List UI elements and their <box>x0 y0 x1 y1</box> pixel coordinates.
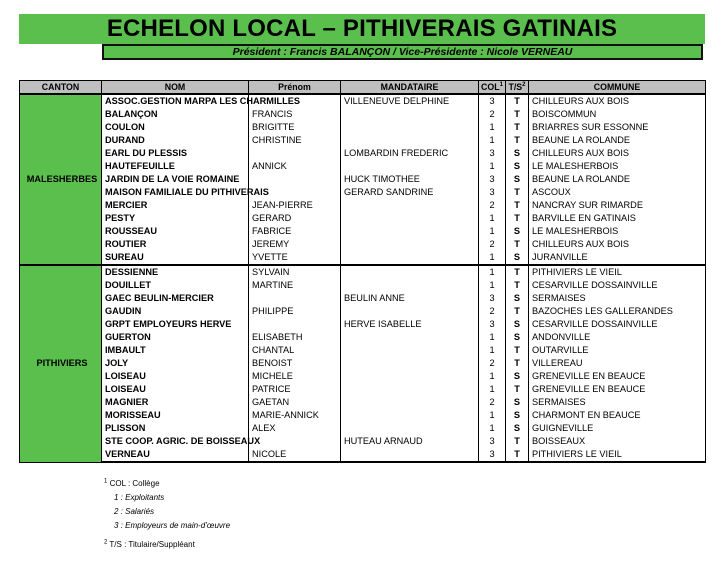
cell-mandataire: HERVE ISABELLE <box>341 318 479 331</box>
cell-nom: GRPT EMPLOYEURS HERVE <box>102 318 249 331</box>
cell-commune: CHILLEURS AUX BOIS <box>529 94 706 108</box>
cell-prenom <box>249 147 341 160</box>
cell-commune: JURANVILLE <box>529 251 706 265</box>
cell-prenom: ALEX <box>249 422 341 435</box>
cell-col: 1 <box>479 251 506 265</box>
cell-col: 2 <box>479 199 506 212</box>
table-row <box>20 108 706 121</box>
table-row <box>20 357 706 370</box>
cell-prenom: FRANCIS <box>249 108 341 121</box>
cell-nom: LOISEAU <box>102 383 249 396</box>
cell-prenom: MARIE-ANNICK <box>249 409 341 422</box>
cell-ts: T <box>506 186 529 199</box>
cell-ts: T <box>506 212 529 225</box>
cell-nom: IMBAULT <box>102 344 249 357</box>
table-row <box>20 383 706 396</box>
cell-prenom: FABRICE <box>249 225 341 238</box>
cell-nom: DURAND <box>102 134 249 147</box>
page-title: ECHELON LOCAL – PITHIVERAIS GATINAIS <box>106 15 618 42</box>
footnote-col <box>104 477 230 491</box>
cell-prenom: GERARD <box>249 212 341 225</box>
cell-nom: LOISEAU <box>102 370 249 383</box>
cell-prenom: BENOIST <box>249 357 341 370</box>
table-row <box>20 212 706 225</box>
cell-ts: S <box>506 370 529 383</box>
header-prenom: Prénom <box>249 81 341 95</box>
table-row <box>20 173 706 186</box>
cell-col: 1 <box>479 383 506 396</box>
cell-nom: ASSOC.GESTION MARPA LES CHARMILLES <box>102 94 249 108</box>
cell-mandataire: GERARD SANDRINE <box>341 186 479 199</box>
cell-commune: LE MALESHERBOIS <box>529 225 706 238</box>
cell-nom: MERCIER <box>102 199 249 212</box>
cell-nom: COULON <box>102 121 249 134</box>
footnote-col-item: 1 : Exploitants <box>114 493 165 502</box>
cell-col: 1 <box>479 409 506 422</box>
cell-prenom: JEAN-PIERRE <box>249 199 341 212</box>
footnote-col-item: 3 : Employeurs de main-d’œuvre <box>114 521 231 530</box>
cell-ts: T <box>506 108 529 121</box>
header-commune: COMMUNE <box>529 81 706 95</box>
cell-commune: CHILLEURS AUX BOIS <box>529 238 706 251</box>
cell-prenom <box>249 173 341 186</box>
footnote-col-sup: 1 <box>104 478 108 485</box>
cell-prenom <box>249 292 341 305</box>
cell-commune: ANDONVILLE <box>529 331 706 344</box>
table-row <box>20 435 706 448</box>
cell-nom: DOUILLET <box>102 279 249 292</box>
cell-col: 3 <box>479 94 506 108</box>
cell-commune: BAZOCHES LES GALLERANDES <box>529 305 706 318</box>
footnote-col-item: 2 : Salariés <box>114 507 155 516</box>
cell-ts: S <box>506 409 529 422</box>
cell-mandataire <box>341 238 479 251</box>
cell-ts: S <box>506 331 529 344</box>
cell-nom: PLISSON <box>102 422 249 435</box>
canton-cell: PITHIVIERS <box>20 265 102 462</box>
cell-col: 1 <box>479 331 506 344</box>
cell-ts: S <box>506 292 529 305</box>
cell-ts: T <box>506 383 529 396</box>
table-row <box>20 318 706 331</box>
cell-prenom: MARTINE <box>249 279 341 292</box>
cell-mandataire <box>341 212 479 225</box>
header-col-sup: 1 <box>499 81 503 88</box>
cell-ts: S <box>506 251 529 265</box>
table-row <box>20 225 706 238</box>
header-col <box>479 81 506 95</box>
cell-ts: T <box>506 94 529 108</box>
cell-mandataire <box>341 370 479 383</box>
cell-commune: LE MALESHERBOIS <box>529 160 706 173</box>
cell-mandataire: BEULIN ANNE <box>341 292 479 305</box>
cell-mandataire <box>341 409 479 422</box>
cell-ts: T <box>506 435 529 448</box>
cell-ts: T <box>506 121 529 134</box>
cell-prenom: PATRICE <box>249 383 341 396</box>
cell-col: 3 <box>479 147 506 160</box>
header-canton: CANTON <box>20 81 102 95</box>
table-row <box>20 396 706 409</box>
cell-ts: T <box>506 279 529 292</box>
cell-prenom: CHRISTINE <box>249 134 341 147</box>
cell-col: 2 <box>479 396 506 409</box>
header-ts-sup: 2 <box>522 81 526 88</box>
cell-col: 1 <box>479 265 506 279</box>
cell-nom: DESSIENNE <box>102 265 249 279</box>
cell-prenom: ELISABETH <box>249 331 341 344</box>
footnote-ts-sup: 2 <box>104 539 108 546</box>
table-row <box>20 199 706 212</box>
table-row <box>20 121 706 134</box>
cell-commune: BEAUNE LA ROLANDE <box>529 134 706 147</box>
cell-ts: S <box>506 422 529 435</box>
table-row <box>20 279 706 292</box>
table-row <box>20 147 706 160</box>
cell-ts: S <box>506 173 529 186</box>
cell-nom: STE COOP. AGRIC. DE BOISSEAUX <box>102 435 249 448</box>
cell-nom: EARL DU PLESSIS <box>102 147 249 160</box>
cell-ts: S <box>506 160 529 173</box>
cell-ts: T <box>506 265 529 279</box>
cell-prenom: PHILIPPE <box>249 305 341 318</box>
cell-col: 1 <box>479 212 506 225</box>
cell-prenom: NICOLE <box>249 448 341 462</box>
footnote-ts <box>104 538 230 552</box>
cell-mandataire <box>341 305 479 318</box>
cell-prenom: SYLVAIN <box>249 265 341 279</box>
table-body <box>20 94 706 462</box>
table-row <box>20 409 706 422</box>
table-row <box>20 370 706 383</box>
cell-mandataire <box>341 134 479 147</box>
cell-mandataire <box>341 108 479 121</box>
cell-mandataire: LOMBARDIN FREDERIC <box>341 147 479 160</box>
cell-col: 3 <box>479 318 506 331</box>
cell-col: 2 <box>479 357 506 370</box>
cell-nom: BALANÇON <box>102 108 249 121</box>
cell-col: 1 <box>479 225 506 238</box>
cell-col: 3 <box>479 173 506 186</box>
cell-commune: VILLEREAU <box>529 357 706 370</box>
cell-commune: OUTARVILLE <box>529 344 706 357</box>
cell-prenom: YVETTE <box>249 251 341 265</box>
cell-mandataire <box>341 265 479 279</box>
cell-col: 1 <box>479 121 506 134</box>
cell-commune: BOISSEAUX <box>529 435 706 448</box>
cell-mandataire <box>341 279 479 292</box>
table-row <box>20 94 706 108</box>
cell-nom: SUREAU <box>102 251 249 265</box>
table-row <box>20 134 706 147</box>
cell-nom: ROUTIER <box>102 238 249 251</box>
cell-ts: T <box>506 305 529 318</box>
table-row <box>20 331 706 344</box>
cell-nom: MAGNIER <box>102 396 249 409</box>
cell-nom: GAEC BEULIN-MERCIER <box>102 292 249 305</box>
cell-ts: S <box>506 147 529 160</box>
table-row <box>20 448 706 462</box>
header-ts-label: T/S <box>508 81 523 92</box>
cell-col: 1 <box>479 370 506 383</box>
cell-col: 3 <box>479 292 506 305</box>
cell-col: 3 <box>479 435 506 448</box>
cell-mandataire: VILLENEUVE DELPHINE <box>341 94 479 108</box>
cell-mandataire <box>341 199 479 212</box>
cell-col: 3 <box>479 186 506 199</box>
cell-commune: BARVILLE EN GATINAIS <box>529 212 706 225</box>
cell-nom: JOLY <box>102 357 249 370</box>
cell-commune: BOISCOMMUN <box>529 108 706 121</box>
cell-col: 1 <box>479 422 506 435</box>
cell-ts: T <box>506 357 529 370</box>
cell-commune: SERMAISES <box>529 292 706 305</box>
cell-commune: PITHIVIERS LE VIEIL <box>529 448 706 462</box>
table-row <box>20 292 706 305</box>
cell-mandataire <box>341 383 479 396</box>
cell-prenom: GAETAN <box>249 396 341 409</box>
table-row <box>20 160 706 173</box>
cell-nom: GAUDIN <box>102 305 249 318</box>
cell-commune: CHARMONT EN BEAUCE <box>529 409 706 422</box>
cell-col: 1 <box>479 160 506 173</box>
cell-mandataire <box>341 251 479 265</box>
cell-commune: BRIARRES SUR ESSONNE <box>529 121 706 134</box>
cell-nom: MAISON FAMILIALE DU PITHIVERAIS <box>102 186 249 199</box>
cell-mandataire: HUCK TIMOTHEE <box>341 173 479 186</box>
cell-commune: GRENEVILLE EN BEAUCE <box>529 383 706 396</box>
cell-mandataire <box>341 396 479 409</box>
header-mandataire: MANDATAIRE <box>341 81 479 95</box>
cell-col: 2 <box>479 305 506 318</box>
cell-mandataire <box>341 225 479 238</box>
cell-prenom <box>249 435 341 448</box>
cell-commune: SERMAISES <box>529 396 706 409</box>
cell-mandataire <box>341 448 479 462</box>
cell-nom: VERNEAU <box>102 448 249 462</box>
cell-nom: ROUSSEAU <box>102 225 249 238</box>
table-header-row <box>20 81 706 95</box>
cell-ts: T <box>506 448 529 462</box>
cell-mandataire: HUTEAU ARNAUD <box>341 435 479 448</box>
cell-commune: CESARVILLE DOSSAINVILLE <box>529 318 706 331</box>
cell-mandataire <box>341 331 479 344</box>
cell-col: 1 <box>479 279 506 292</box>
cell-col: 2 <box>479 238 506 251</box>
cell-ts: T <box>506 238 529 251</box>
cell-col: 2 <box>479 108 506 121</box>
cell-ts: T <box>506 134 529 147</box>
header-col-label: COL <box>481 81 500 92</box>
cell-nom: MORISSEAU <box>102 409 249 422</box>
cell-ts: S <box>506 225 529 238</box>
cell-nom: GUERTON <box>102 331 249 344</box>
cell-mandataire <box>341 344 479 357</box>
cell-nom: JARDIN DE LA VOIE ROMAINE <box>102 173 249 186</box>
table-row <box>20 265 706 279</box>
cell-ts: S <box>506 396 529 409</box>
cell-nom: PESTY <box>102 212 249 225</box>
cell-commune: CESARVILLE DOSSAINVILLE <box>529 279 706 292</box>
cell-commune: PITHIVIERS LE VIEIL <box>529 265 706 279</box>
header-ts <box>506 81 529 95</box>
footnote-col-title: COL : Collège <box>109 479 160 488</box>
cell-commune: GUIGNEVILLE <box>529 422 706 435</box>
cell-commune: GRENEVILLE EN BEAUCE <box>529 370 706 383</box>
footnotes <box>104 477 230 552</box>
cell-prenom: MICHELE <box>249 370 341 383</box>
cell-commune: NANCRAY SUR RIMARDE <box>529 199 706 212</box>
cell-prenom: ANNICK <box>249 160 341 173</box>
table-row <box>20 305 706 318</box>
subtitle-band <box>102 44 703 60</box>
canton-cell: MALESHERBES <box>20 94 102 265</box>
cell-ts: T <box>506 344 529 357</box>
cell-col: 1 <box>479 134 506 147</box>
footnote-ts-title: T/S : Titulaire/Suppléant <box>109 540 195 549</box>
cell-mandataire <box>341 160 479 173</box>
cell-nom: HAUTEFEUILLE <box>102 160 249 173</box>
title-band <box>19 14 705 44</box>
cell-mandataire <box>341 121 479 134</box>
table-row <box>20 251 706 265</box>
cell-ts: T <box>506 199 529 212</box>
table-row <box>20 344 706 357</box>
cell-prenom <box>249 318 341 331</box>
page-subtitle: Président : Francis BALANÇON / Vice-Présidente : Nicole VERNEAU <box>232 46 573 58</box>
cell-prenom: JEREMY <box>249 238 341 251</box>
cell-commune: BEAUNE LA ROLANDE <box>529 173 706 186</box>
cell-prenom: CHANTAL <box>249 344 341 357</box>
cell-col: 3 <box>479 448 506 462</box>
cell-mandataire <box>341 422 479 435</box>
cell-col: 1 <box>479 344 506 357</box>
cell-commune: CHILLEURS AUX BOIS <box>529 147 706 160</box>
table-row <box>20 238 706 251</box>
cell-mandataire <box>341 357 479 370</box>
cell-ts: S <box>506 318 529 331</box>
table-row <box>20 422 706 435</box>
members-table <box>19 80 706 463</box>
cell-prenom: BRIGITTE <box>249 121 341 134</box>
header-nom: NOM <box>102 81 249 95</box>
cell-commune: ASCOUX <box>529 186 706 199</box>
table-row <box>20 186 706 199</box>
